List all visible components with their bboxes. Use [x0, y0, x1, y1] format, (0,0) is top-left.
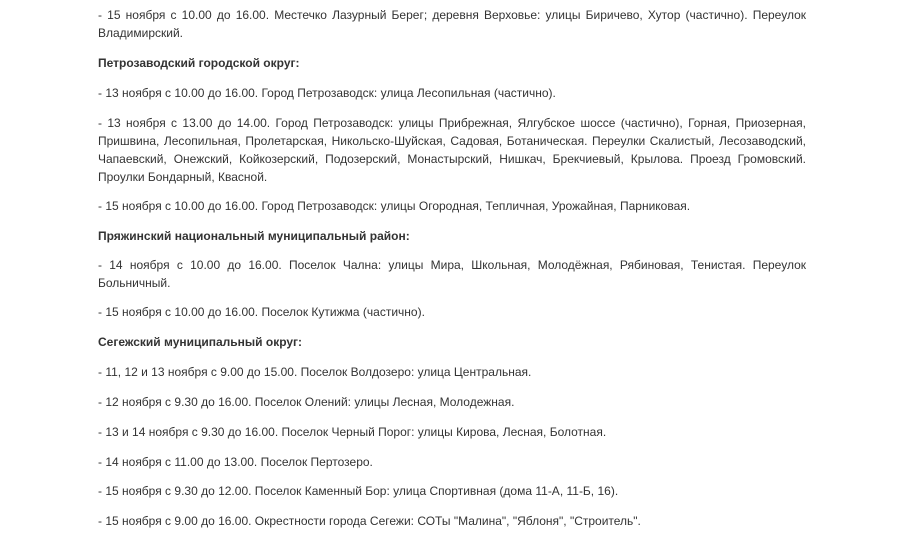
outage-item: - 15 ноября с 10.00 до 16.00. Город Петрозаводск: улицы Огородная, Тепличная, Урожайная, Парниковая.: [98, 199, 691, 213]
section-heading: Сегежский муниципальный округ:: [98, 335, 303, 349]
outage-item: - 15 ноября с 9.30 до 12.00. Поселок Каменный Бор: улица Спортивная (дома 11-А, 11-Б, 16).: [98, 484, 619, 498]
outage-item: - 13 и 14 ноября с 9.30 до 16.00. Поселок Черный Порог: улицы Кирова, Лесная, Болотная.: [98, 425, 607, 439]
outage-item: - 15 ноября с 10.00 до 16.00. Поселок Кутижма (частично).: [98, 305, 425, 319]
outage-item: - 11, 12 и 13 ноября с 9.00 до 15.00. Поселок Волдозеро: улица Центральная.: [98, 365, 532, 379]
section-heading: Пряжинский национальный муниципальный район:: [98, 229, 410, 243]
outage-item: - 15 ноября с 10.00 до 16.00. Местечко Лазурный Берег; деревня Верховье: улицы Биричево, Хутор (частично). Переулок Владимирский.: [98, 8, 806, 40]
outage-item: - 14 ноября с 11.00 до 13.00. Поселок Пертозеро.: [98, 455, 373, 469]
outage-item: - 12 ноября с 9.30 до 16.00. Поселок Олений: улицы Лесная, Молодежная.: [98, 395, 515, 409]
outage-item: - 13 ноября с 10.00 до 16.00. Город Петрозаводск: улица Лесопильная (частично).: [98, 86, 556, 100]
outage-item: - 14 ноября с 10.00 до 16.00. Поселок Чална: улицы Мира, Школьная, Молодёжная, Рябиновая, Тенистая. Переулок Больничный.: [98, 258, 806, 290]
outage-item: - 13 ноября с 13.00 до 14.00. Город Петрозаводск: улицы Прибрежная, Ялгубское шоссе (частично), Горная, Приозерная, Пришвина, Лесопильная, Пролетарская, Никольско-Шуйская, Садовая, Ботаническая. Переулки Скалистый, Лесозаводский, Чапаевский, Онежский, Койкозерский, Подозерский, Монастырский, Нишкач, Брекчиевый, Крылова. Проезд Громовский. Проулки Бондарный, Квасной.: [98, 116, 806, 184]
section-heading: Петрозаводский городской округ:: [98, 56, 300, 70]
outage-item: - 15 ноября с 9.00 до 16.00. Окрестности города Сегежи: СОТы "Малина", "Яблоня", "Строитель".: [98, 514, 641, 528]
